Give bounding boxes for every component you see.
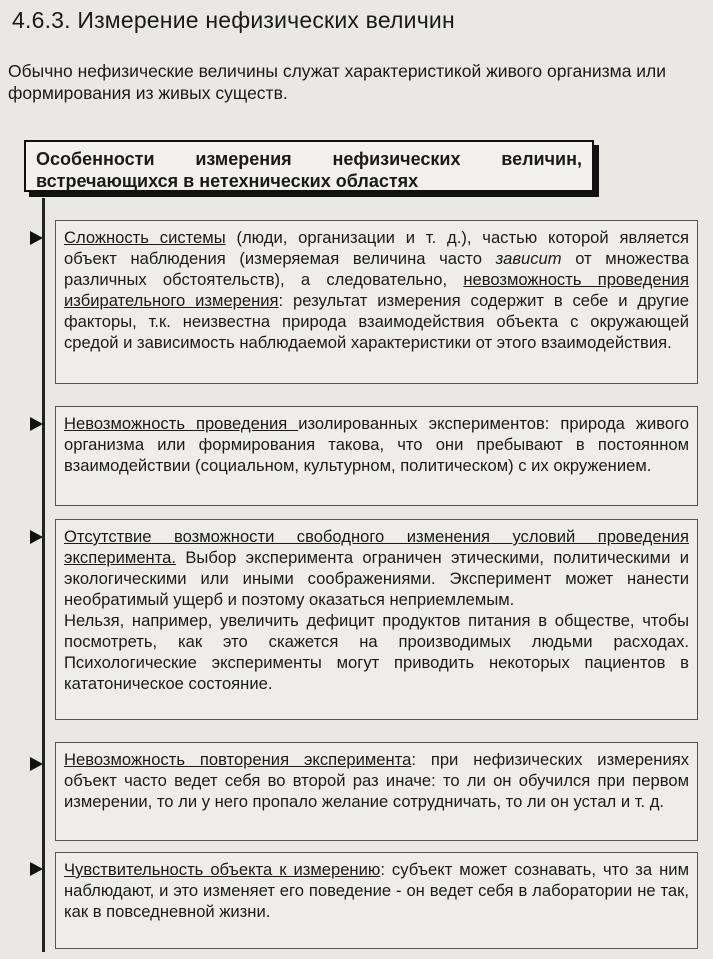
feature-body: : субъект может сознавать, что за ним наблюдают, и это изменяет его поведение - он ведет себя в лаборатории не так, как в повседневной жизни.	[64, 860, 689, 921]
feature-text	[64, 227, 689, 353]
feature-text	[64, 413, 689, 476]
feature-lead: Невозможность проведения	[64, 414, 299, 433]
section-heading: 4.6.3. Измерение нефизических величин	[12, 7, 455, 33]
feature-body: от множества различных обстоятельств), а следовательно,	[64, 249, 689, 289]
feature-text	[64, 526, 689, 610]
feature-body: (люди, организации и т. д.), частью которой является объект наблюдения (измеряемая величина часто	[64, 228, 689, 268]
arrow-icon	[30, 530, 43, 544]
feature-emphasis: зависит	[495, 249, 562, 268]
arrow-icon	[30, 757, 43, 771]
intro-paragraph: Обычно нефизические величины служат характеристикой живого организма или формирования из живых существ.	[8, 61, 667, 103]
feature-box-5	[55, 852, 698, 949]
feature-lead: невозможность проведения избирательного измерения	[64, 270, 689, 310]
feature-lead: Отсутствие возможности свободного изменения условий проведения эксперимента.	[64, 527, 689, 567]
feature-body: : результат измерения содержит в себе и другие факторы, т.к. неизвестна природа взаимодействия объекта с окружающей средой и зависимость наблюдаемой характеристики от этого взаимодействия.	[64, 291, 689, 352]
feature-text	[64, 749, 689, 812]
feature-lead: Сложность системы	[64, 228, 226, 247]
arrow-icon	[30, 417, 43, 431]
diagram-connector-line	[42, 198, 45, 952]
feature-example: Нельзя, например, увеличить дефицит продуктов питания в обществе, чтобы посмотреть, как это скажется на производимых людьми расходах. Психологические эксперименты могут приводить некоторых пациентов в кататоническое состояние.	[64, 611, 689, 693]
arrow-icon	[30, 231, 43, 245]
feature-body: Выбор эксперимента ограничен этическими, политическими и экологическими или иными соображениями. Эксперимент может нанести необратимый ущерб и поэтому оказаться неприемлемым.	[64, 548, 689, 609]
feature-body: : при нефизических измерениях объект часто ведет себя во второй раз иначе: то ли он обучился при первом измерении, то ли у него пропало желание сотрудничать, то ли он устал и т. д.	[64, 750, 689, 811]
feature-box-3	[55, 519, 698, 720]
feature-body: изолированных экспериментов: природа живого организма или формирования такова, что они пребывают в постоянном взаимодействии (социальном, культурном, политическом) с их окружением.	[64, 414, 690, 475]
feature-box-1	[55, 220, 698, 384]
diagram-title-box: Особенности измерения нефизических величин, встречающихся в нетехнических областях	[24, 140, 594, 192]
feature-box-2	[55, 406, 698, 506]
feature-text	[64, 859, 689, 922]
feature-lead: Невозможность повторения эксперимента	[64, 750, 412, 769]
feature-lead: Чувствительность объекта к измерению	[64, 860, 381, 879]
arrow-icon	[30, 862, 43, 876]
feature-box-4	[55, 742, 698, 841]
